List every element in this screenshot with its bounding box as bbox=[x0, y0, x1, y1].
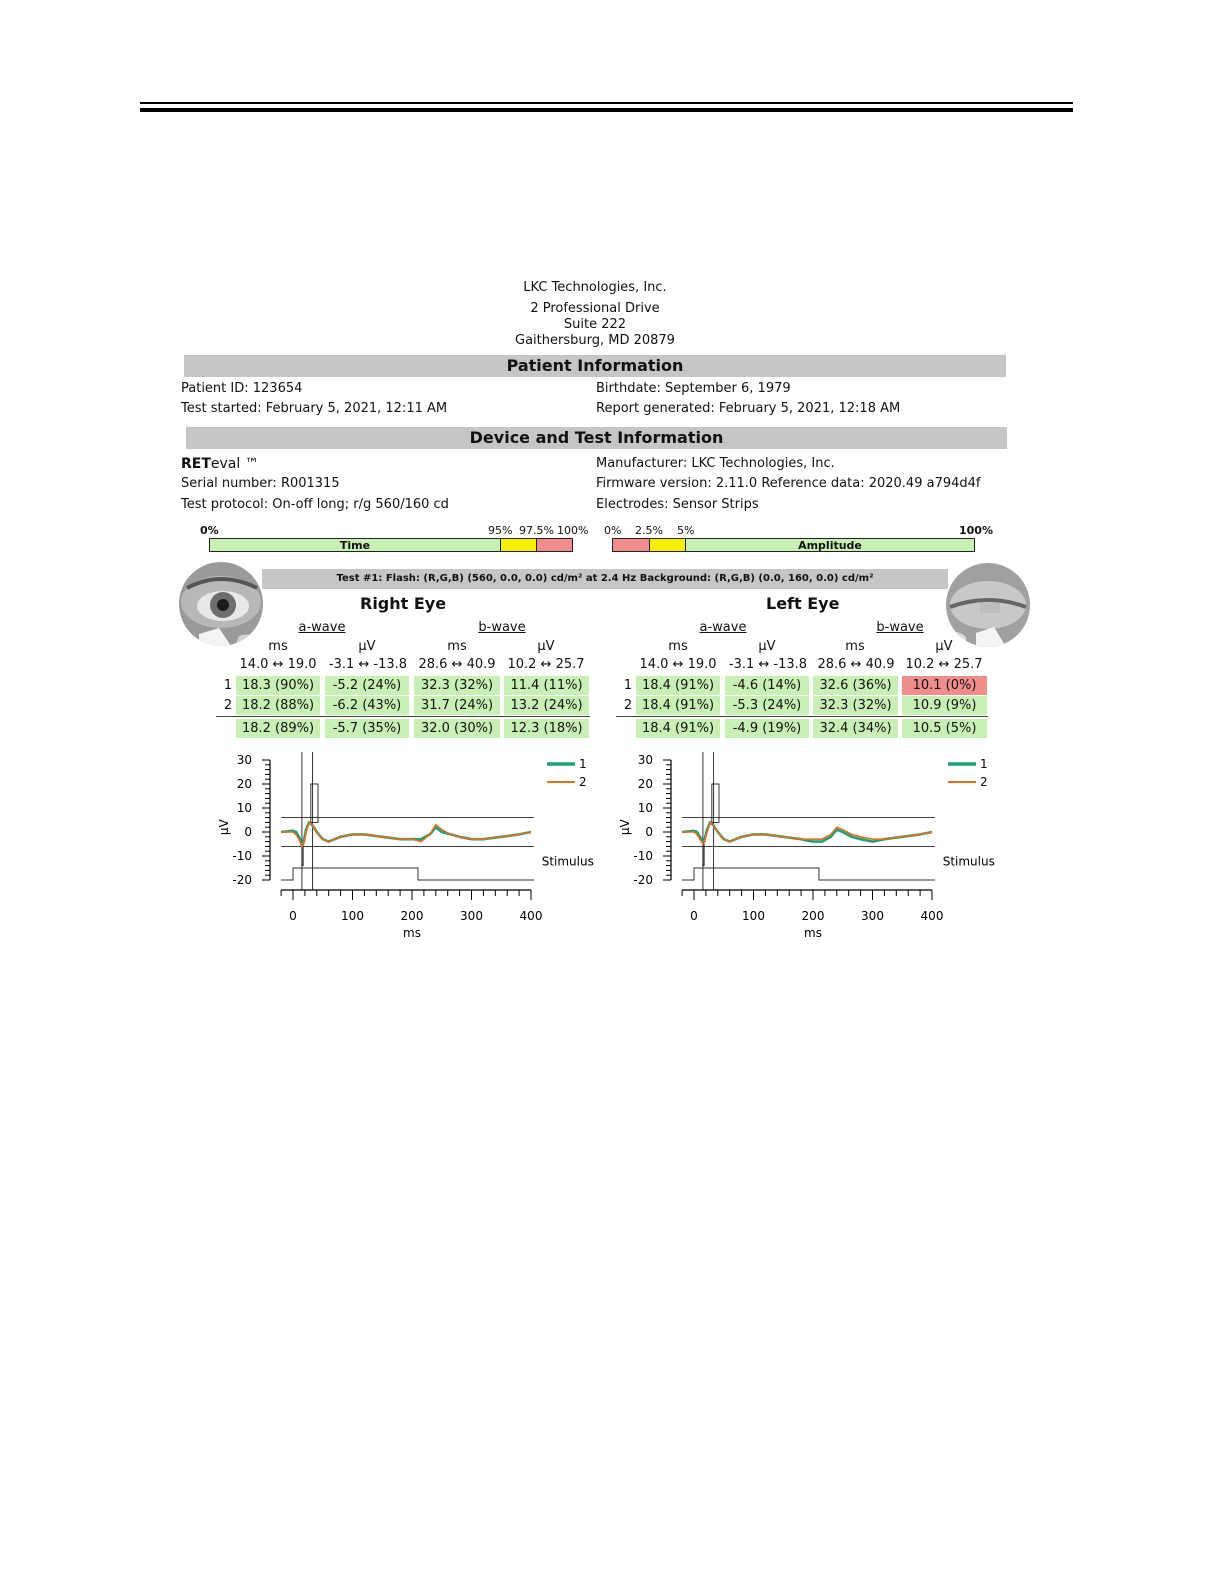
y-tick-label: 20 bbox=[637, 777, 653, 791]
x-tick-label: 300 bbox=[861, 909, 884, 923]
left-r1-c1: 18.4 (91%) bbox=[636, 676, 720, 695]
time-bar-ok-segment: Time bbox=[210, 539, 500, 551]
amp-bar-bad-segment bbox=[613, 539, 649, 551]
time-bar-0: 0% bbox=[200, 524, 219, 537]
left-r1-c2: -4.6 (14%) bbox=[725, 676, 809, 695]
right-r2-c2: -6.2 (43%) bbox=[325, 696, 409, 715]
left-bwave-header: b-wave bbox=[876, 620, 924, 635]
left-awave-header: a-wave bbox=[699, 620, 747, 635]
left-range-4: 10.2 ↔ 25.7 bbox=[905, 657, 983, 672]
left-table-divider bbox=[616, 716, 988, 717]
x-tick-label: 0 bbox=[690, 909, 698, 923]
x-tick-label: 0 bbox=[289, 909, 297, 923]
left-row-1-label: 1 bbox=[623, 678, 633, 693]
y-tick-label: 30 bbox=[637, 753, 653, 767]
amp-bar-25: 2.5% bbox=[635, 524, 663, 537]
report-generated: Report generated: February 5, 2021, 12:18 AM bbox=[596, 401, 901, 416]
right-eye-photo bbox=[179, 562, 263, 646]
test-protocol: Test protocol: On-off long; r/g 560/160 cd bbox=[181, 497, 449, 512]
amp-bar-100: 100% bbox=[959, 524, 993, 537]
test-description: Test #1: Flash: (R,G,B) (560, 0.0, 0.0) cd/m² at 2.4 Hz Background: (R,G,B) (0.0, 160, 0.0) cd/m² bbox=[262, 569, 948, 589]
left-avg-c1: 18.4 (91%) bbox=[636, 719, 720, 738]
x-tick-label: 400 bbox=[519, 909, 543, 923]
left-r2-c1: 18.4 (91%) bbox=[636, 696, 720, 715]
legend-label-1: 1 bbox=[980, 757, 988, 771]
stimulus-trace bbox=[682, 868, 935, 880]
left-r1-c3: 32.6 (36%) bbox=[813, 676, 898, 695]
amp-bar-0: 0% bbox=[604, 524, 622, 537]
time-bar-95: 95% bbox=[488, 524, 513, 537]
right-awave-header: a-wave bbox=[298, 620, 346, 635]
right-r2-c3: 31.7 (24%) bbox=[414, 696, 500, 715]
left-row-2-label: 2 bbox=[623, 698, 633, 713]
legend-label-2: 2 bbox=[579, 775, 587, 789]
right-r1-c2: -5.2 (24%) bbox=[325, 676, 409, 695]
patient-info-heading: Patient Information bbox=[184, 355, 1006, 377]
left-r2-c3: 32.3 (32%) bbox=[813, 696, 898, 715]
y-tick-label: 10 bbox=[236, 801, 252, 815]
left-avg-c4: 10.5 (5%) bbox=[902, 719, 987, 738]
right-avg-c3: 32.0 (30%) bbox=[414, 719, 500, 738]
right-range-1: 14.0 ↔ 19.0 bbox=[239, 657, 317, 672]
left-r2-c2: -5.3 (24%) bbox=[725, 696, 809, 715]
time-bar-100: 100% bbox=[557, 524, 589, 537]
x-tick-label: 200 bbox=[801, 909, 825, 923]
left-range-2: -3.1 ↔ -13.8 bbox=[728, 657, 808, 672]
x-tick-label: 200 bbox=[400, 909, 424, 923]
y-tick-label: -20 bbox=[232, 873, 252, 887]
amp-bar-5: 5% bbox=[677, 524, 695, 537]
right-avg-c4: 12.3 (18%) bbox=[504, 719, 589, 738]
left-unit-4: µV bbox=[935, 639, 953, 654]
right-r2-c1: 18.2 (88%) bbox=[236, 696, 320, 715]
b-wave-window bbox=[712, 784, 719, 822]
right-r2-c4: 13.2 (24%) bbox=[504, 696, 589, 715]
right-row-2-label: 2 bbox=[223, 698, 233, 713]
manufacturer: Manufacturer: LKC Technologies, Inc. bbox=[596, 456, 835, 471]
device-brand bbox=[181, 456, 259, 472]
right-avg-c2: -5.7 (35%) bbox=[325, 719, 409, 738]
header-rule-thick bbox=[140, 108, 1073, 112]
patient-id: Patient ID: 123654 bbox=[181, 381, 303, 396]
left-range-1: 14.0 ↔ 19.0 bbox=[639, 657, 717, 672]
y-axis-label: µV bbox=[217, 819, 231, 836]
x-axis-label: ms bbox=[804, 926, 822, 940]
y-tick-label: 20 bbox=[236, 777, 252, 791]
address-street: 2 Professional Drive bbox=[530, 301, 660, 316]
left-unit-2: µV bbox=[758, 639, 776, 654]
left-unit-1: ms bbox=[668, 639, 688, 654]
right-unit-3: ms bbox=[447, 639, 467, 654]
right-unit-4: µV bbox=[537, 639, 555, 654]
amplitude-bar bbox=[612, 538, 975, 552]
time-bar-bad-segment bbox=[536, 539, 572, 551]
left-eye-photo bbox=[946, 563, 1030, 647]
b-wave-window bbox=[311, 784, 318, 822]
a-wave-window bbox=[703, 844, 704, 866]
left-unit-3: ms bbox=[845, 639, 865, 654]
patient-birthdate: Birthdate: September 6, 1979 bbox=[596, 381, 791, 396]
y-tick-label: 0 bbox=[645, 825, 653, 839]
left-r2-c4: 10.9 (9%) bbox=[902, 696, 987, 715]
y-tick-label: 10 bbox=[637, 801, 653, 815]
left-r1-c4: 10.1 (0%) bbox=[902, 676, 987, 695]
x-tick-label: 100 bbox=[341, 909, 364, 923]
legend-label-1: 1 bbox=[579, 757, 587, 771]
y-tick-label: -10 bbox=[232, 849, 252, 863]
legend-label-2: 2 bbox=[980, 775, 988, 789]
x-tick-label: 400 bbox=[920, 909, 944, 923]
serial-number: Serial number: R001315 bbox=[181, 476, 340, 491]
left-avg-c2: -4.9 (19%) bbox=[725, 719, 809, 738]
series-2-line bbox=[281, 822, 531, 846]
left-eye-title: Left Eye bbox=[766, 594, 840, 613]
y-tick-label: -10 bbox=[633, 849, 653, 863]
x-axis-label: ms bbox=[403, 926, 421, 940]
right-r1-c4: 11.4 (11%) bbox=[504, 676, 589, 695]
firmware-version: Firmware version: 2.11.0 Reference data: 2020.49 a794d4f bbox=[596, 476, 981, 491]
stimulus-label: Stimulus bbox=[541, 854, 594, 869]
right-table-divider bbox=[216, 716, 590, 717]
left-avg-c3: 32.4 (34%) bbox=[813, 719, 898, 738]
left-eye-erg-chart bbox=[611, 745, 1001, 950]
time-bar bbox=[209, 538, 573, 552]
right-avg-c1: 18.2 (89%) bbox=[236, 719, 320, 738]
time-bar-975: 97.5% bbox=[519, 524, 554, 537]
y-tick-label: -20 bbox=[633, 873, 653, 887]
x-tick-label: 300 bbox=[460, 909, 483, 923]
a-wave-window bbox=[302, 844, 303, 866]
right-row-1-label: 1 bbox=[223, 678, 233, 693]
y-tick-label: 30 bbox=[236, 753, 252, 767]
x-tick-label: 100 bbox=[742, 909, 765, 923]
right-bwave-header: b-wave bbox=[478, 620, 526, 635]
device-brand-bold: RET bbox=[181, 456, 211, 472]
header-rule-thin bbox=[140, 102, 1073, 104]
right-unit-1: ms bbox=[268, 639, 288, 654]
time-bar-warn-segment bbox=[500, 539, 536, 551]
amp-bar-ok-segment: Amplitude bbox=[685, 539, 974, 551]
right-range-3: 28.6 ↔ 40.9 bbox=[418, 657, 496, 672]
right-unit-2: µV bbox=[358, 639, 376, 654]
stimulus-trace bbox=[281, 868, 534, 880]
right-range-4: 10.2 ↔ 25.7 bbox=[507, 657, 585, 672]
test-started: Test started: February 5, 2021, 12:11 AM bbox=[181, 401, 448, 416]
right-r1-c3: 32.3 (32%) bbox=[414, 676, 500, 695]
company-name: LKC Technologies, Inc. bbox=[523, 280, 667, 295]
y-axis-label: µV bbox=[618, 819, 632, 836]
address-city: Gaithersburg, MD 20879 bbox=[515, 333, 675, 348]
amp-bar-warn-segment bbox=[649, 539, 685, 551]
right-eye-erg-chart bbox=[210, 745, 600, 950]
device-info-heading: Device and Test Information bbox=[186, 427, 1007, 449]
stimulus-label: Stimulus bbox=[942, 854, 995, 869]
address-suite: Suite 222 bbox=[563, 317, 627, 332]
electrodes: Electrodes: Sensor Strips bbox=[596, 497, 759, 512]
right-r1-c1: 18.3 (90%) bbox=[236, 676, 320, 695]
y-tick-label: 0 bbox=[244, 825, 252, 839]
left-range-3: 28.6 ↔ 40.9 bbox=[817, 657, 895, 672]
right-eye-title: Right Eye bbox=[360, 594, 447, 613]
device-brand-rest: eval ™ bbox=[210, 456, 259, 472]
right-range-2: -3.1 ↔ -13.8 bbox=[328, 657, 408, 672]
